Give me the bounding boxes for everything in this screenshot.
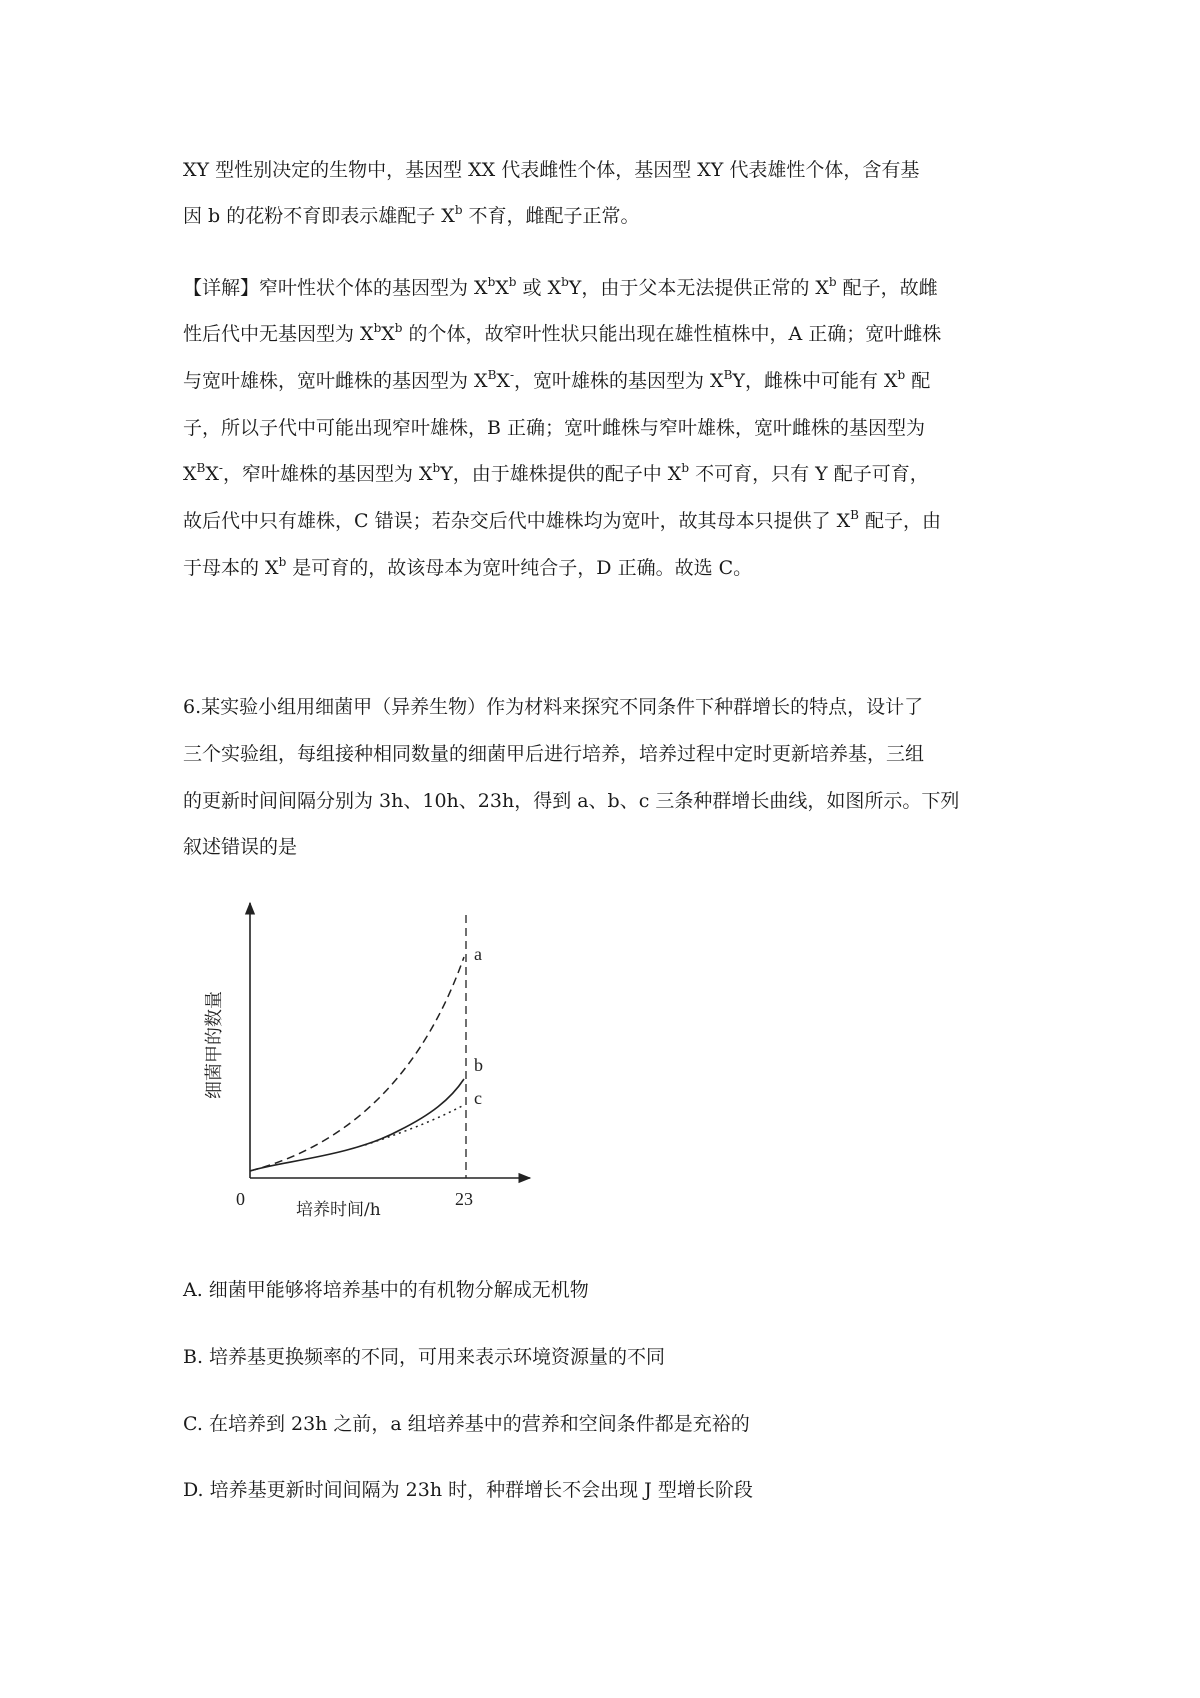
paragraph-line: 子，所以子代中可能出现窄叶雄株，B 正确；宽叶雌株与窄叶雄株，宽叶雌株的基因型为: [183, 417, 926, 439]
paragraph-line: $X^BX^-$，窄叶雄株的基因型为 $X^bY$，由于雄株提供的配子中 $X^b$ 不可育，只有 Y 配子可育，: [183, 461, 929, 485]
x-axis-label: 培养时间/h: [296, 1200, 381, 1220]
paragraph-line: 因 b 的花粉不育即表示雄配子 $X^b$ 不育，雌配子正常。: [183, 203, 640, 227]
series-label-c: c: [474, 1088, 482, 1108]
option-d: D. 培养基更新时间间隔为 23h 时，种群增长不会出现 J 型增长阶段: [183, 1479, 753, 1501]
x-tick-label: 23: [455, 1189, 473, 1209]
question-line: 叙述错误的是: [183, 836, 298, 858]
option-b: B. 培养基更换频率的不同，可用来表示环境资源量的不同: [183, 1346, 666, 1368]
series-label-b: b: [474, 1055, 483, 1075]
series-label-a: a: [474, 944, 482, 964]
paragraph-line: 与宽叶雄株，宽叶雌株的基因型为 $X^BX^-$，宽叶雄株的基因型为 $X^BY$，雌株中可能有 $X^b$ 配: [183, 368, 931, 392]
y-axis-label: 细菌甲的数量: [204, 991, 225, 1099]
paragraph-line: 于母本的 $X^b$ 是可育的，故该母本为宽叶纯合子，D 正确。故选 C。: [183, 555, 753, 579]
growth-curve-chart: [200, 895, 540, 1220]
curve-a: [250, 957, 464, 1171]
paragraph-line: XY 型性别决定的生物中，基因型 XX 代表雌性个体，基因型 XY 代表雄性个体，含有基: [183, 159, 920, 181]
origin-label: 0: [236, 1189, 245, 1209]
curve-b: [250, 1079, 464, 1171]
paragraph-line: 性后代中无基因型为 $X^bX^b$ 的个体，故窄叶性状只能出现在雄性植株中，A 正确；宽叶雌株: [183, 321, 942, 345]
option-a: A. 细菌甲能够将培养基中的有机物分解成无机物: [183, 1279, 589, 1301]
question-line: 三个实验组，每组接种相同数量的细菌甲后进行培养，培养过程中定时更新培养基，三组: [183, 743, 925, 765]
paragraph-line: 【详解】窄叶性状个体的基因型为 $X^bX^b$ 或 $X^bY$，由于父本无法提供正常的 $X^b$ 配子，故雌: [183, 275, 938, 299]
option-c: C. 在培养到 23h 之前，a 组培养基中的营养和空间条件都是充裕的: [183, 1413, 750, 1435]
question-line: 6.某实验小组用细菌甲（异养生物）作为材料来探究不同条件下种群增长的特点，设计了: [183, 696, 924, 718]
question-line: 的更新时间间隔分别为 3h、10h、23h，得到 a、b、c 三条种群增长曲线，如图所示。下列: [183, 790, 960, 812]
paragraph-line: 故后代中只有雄株，C 错误；若杂交后代中雄株均为宽叶，故其母本只提供了 $X^B$ 配子，由: [183, 508, 942, 532]
